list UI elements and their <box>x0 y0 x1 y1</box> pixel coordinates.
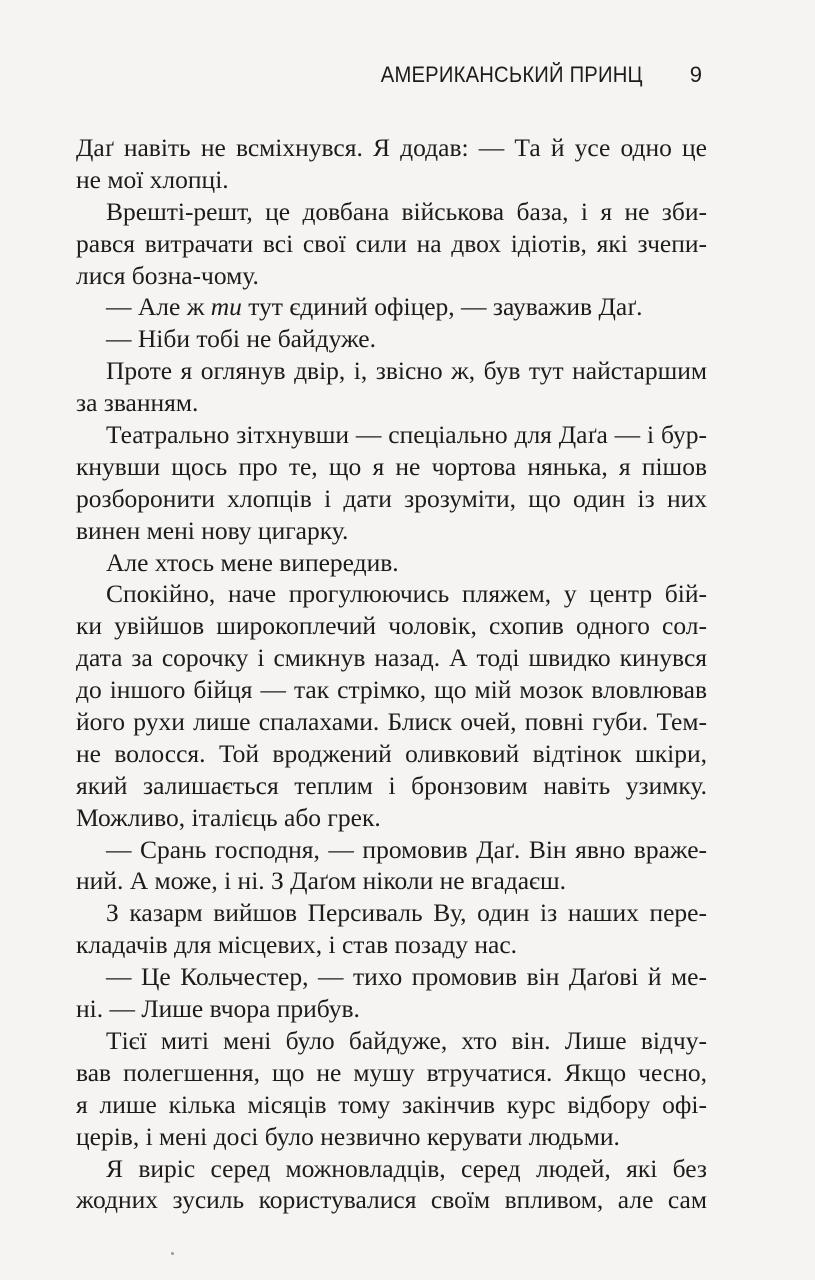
emphasis-text: ти <box>210 292 242 322</box>
text-line: розборонити хлопців і дати зрозуміти, що один із них <box>76 483 707 513</box>
text-line: жодних зусиль користувалися своїм впливом, але сам <box>76 1185 707 1215</box>
text-run: тут єдиний офіцер, — зауважив Даґ. <box>241 292 643 322</box>
text-line: ки увійшов широкоплечий чоловік, схопив одного сол- <box>76 611 707 641</box>
text-line: Театрально зітхнувши — спеціально для Даґа — і бур- <box>106 420 707 450</box>
text-line: не мої хлопці. <box>76 164 229 194</box>
text-line: Я виріс серед можновладців, серед людей, які без <box>106 1153 707 1183</box>
text-run: — Але ж <box>106 292 211 322</box>
text-line: його рухи лише спалахами. Блиск очей, повні губи. Тем- <box>76 707 707 737</box>
body-text <box>76 132 707 1216</box>
text-line: лися бозна-чому. <box>76 260 259 290</box>
text-line: ні. — Лише вчора прибув. <box>76 994 360 1024</box>
text-line: — Це Кольчестер, — тихо промовив він Даґові й ме- <box>106 962 707 992</box>
text-line: дата за сорочку і смикнув назад. А тоді швидко кинувся <box>76 643 707 673</box>
text-line: Проте я оглянув двір, і, звісно ж, був тут найстаршим <box>106 356 707 386</box>
text-line: кладачів для місцевих, і став позаду нас. <box>76 930 518 960</box>
text-line: вав полегшення, що не мушу втручатися. Якщо чесно, <box>76 1057 707 1087</box>
text-line: рався витрачати всі свої сили на двох ідіотів, які зчепи- <box>76 228 707 258</box>
text-line: Спокійно, наче прогулюючись пляжем, у центр бій- <box>106 579 707 609</box>
text-line: до іншого бійця — так стрімко, що мій мозок вловлював <box>76 675 707 705</box>
text-line: Врешті-решт, це довбана військова база, і я не зби- <box>106 196 707 226</box>
text-line: за званням. <box>76 388 199 418</box>
text-line: я лише кілька місяців тому закінчив курс відбору офі- <box>76 1089 707 1119</box>
text-line: З казарм вийшов Персиваль Ву, один із наших пере- <box>106 898 707 928</box>
page-number: 9 <box>689 62 702 87</box>
running-title: АМЕРИКАНСЬКИЙ ПРИНЦ <box>381 62 643 87</box>
running-head <box>0 62 815 94</box>
text-line <box>76 291 707 323</box>
text-line: — Ніби тобі не байдуже. <box>106 324 377 354</box>
text-line: винен мені нову цигарку. <box>76 515 349 545</box>
text-line: Але хтось мене випередив. <box>106 547 399 577</box>
text-line: церів, і мені досі було незвично керувати людьми. <box>76 1121 620 1151</box>
text-line: Тієї миті мені було байдуже, хто він. Лише відчу- <box>106 1025 707 1055</box>
text-line: — Срань господня, — промовив Даґ. Він явно враже- <box>106 834 707 864</box>
text-line: Можливо, італієць або грек. <box>76 802 381 832</box>
text-line: не волосся. Той вроджений оливковий відтінок шкіри, <box>76 738 707 768</box>
text-line: Даґ навіть не всміхнувся. Я додав: — Та й усе одно це <box>76 133 707 162</box>
text-line: ний. А може, і ні. З Даґом ніколи не вгадаєш. <box>76 866 567 896</box>
text-line: кнувши щось про те, що я не чортова нянька, я пішов <box>76 451 707 481</box>
text-line: який залишається теплим і бронзовим навіть узимку. <box>76 770 707 800</box>
scan-speck <box>171 1252 174 1255</box>
